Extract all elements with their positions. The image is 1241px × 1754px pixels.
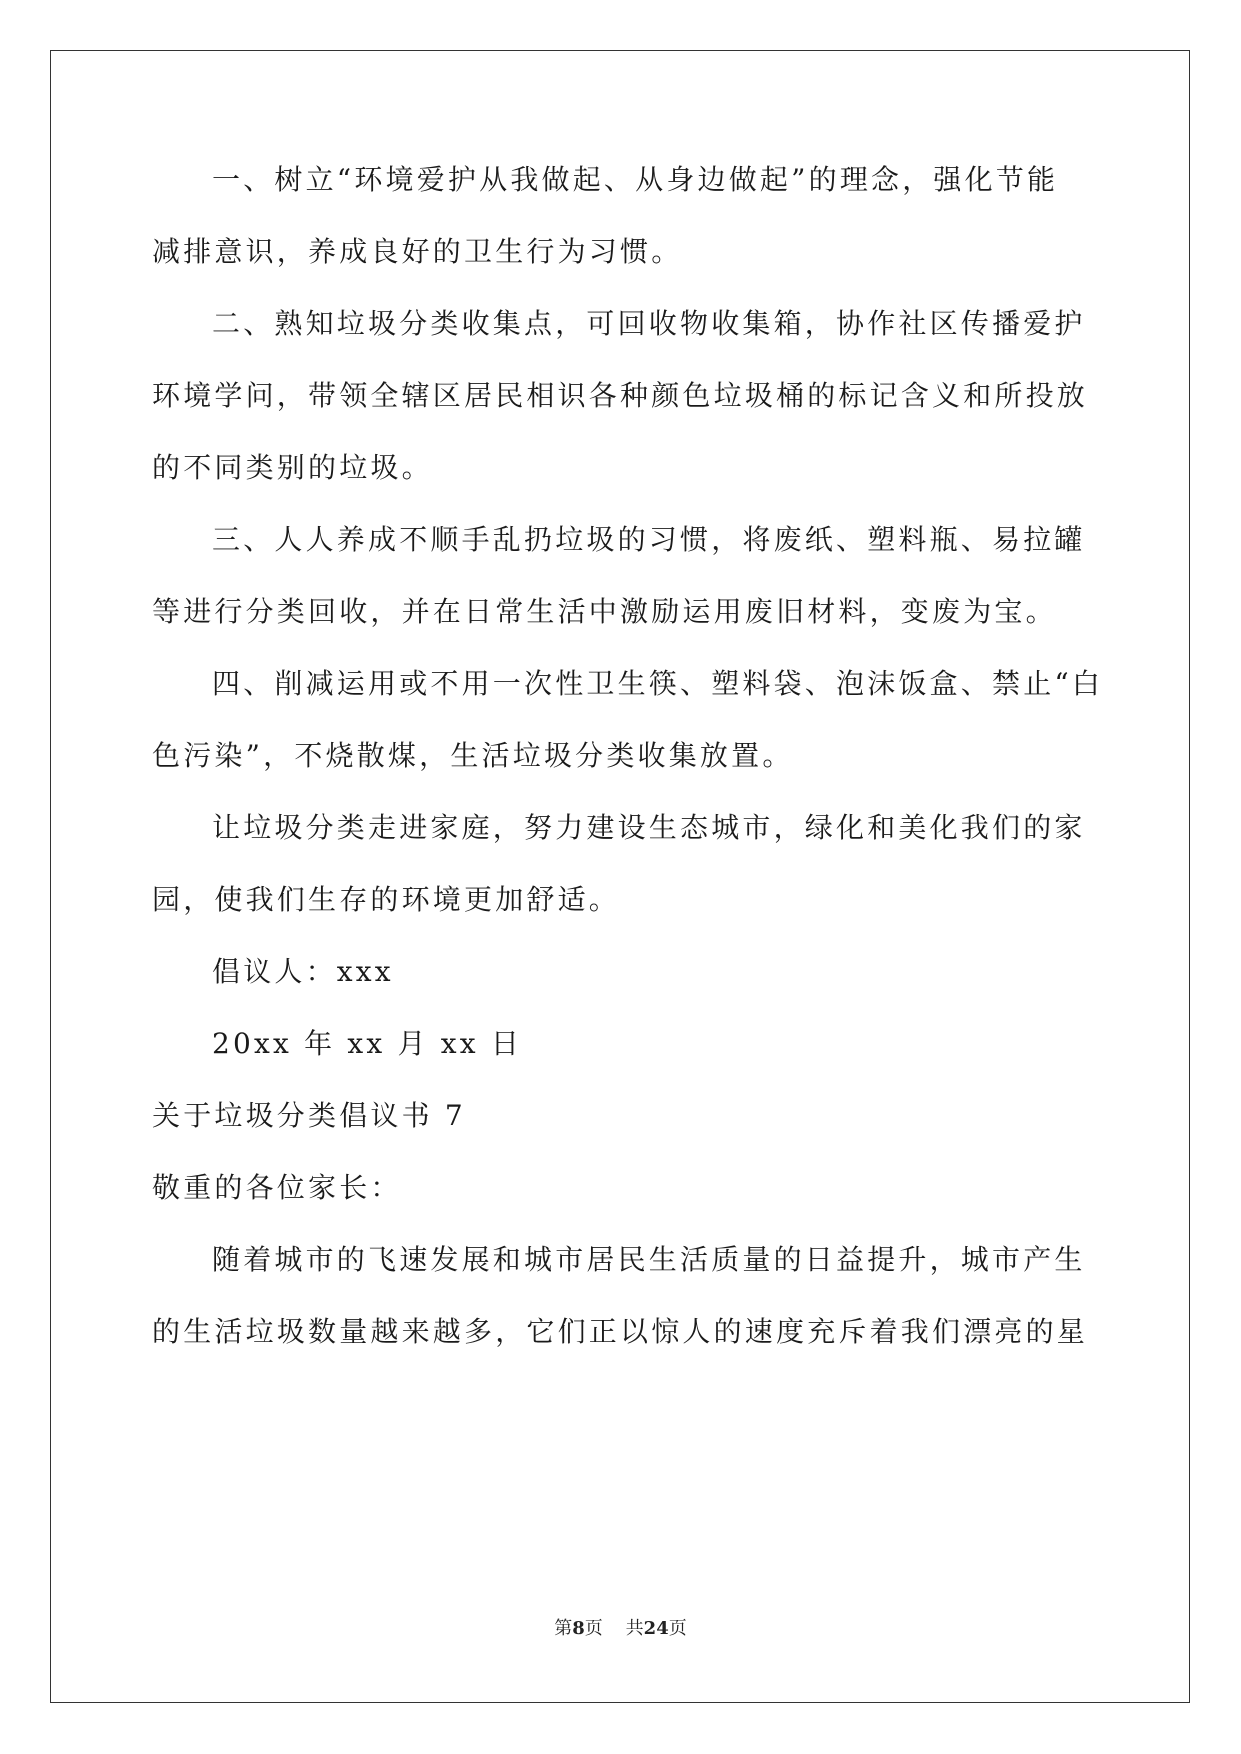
paragraph-6-line-1: 随着城市的飞速发展和城市居民生活质量的日益提升，城市产生 (212, 1243, 1086, 1276)
paragraph-3-line-1: 三、人人养成不顺手乱扔垃圾的习惯，将废纸、塑料瓶、易拉罐 (212, 523, 1086, 556)
date-line: 20xx 年 xx 月 xx 日 (212, 1027, 523, 1060)
signature-line: 倡议人：xxx (212, 955, 394, 988)
section-title: 关于垃圾分类倡议书 7 (152, 1099, 466, 1132)
paragraph-5-line-2: 园，使我们生存的环境更加舒适。 (152, 883, 621, 916)
salutation: 敬重的各位家长： (152, 1171, 402, 1204)
total-pages: 24 (643, 1618, 669, 1639)
total-suffix: 页 (668, 1618, 687, 1639)
page-border (50, 50, 1190, 1703)
paragraph-6-line-2: 的生活垃圾数量越来越多，它们正以惊人的速度充斥着我们漂亮的星 (152, 1315, 1089, 1348)
paragraph-3-line-2: 等进行分类回收，并在日常生活中激励运用废旧材料，变废为宝。 (152, 595, 1057, 628)
paragraph-2-line-3: 的不同类别的垃圾。 (152, 451, 433, 484)
page-footer (0, 1614, 1241, 1640)
paragraph-2-line-2: 环境学问，带领全辖区居民相识各种颜色垃圾桶的标记含义和所投放 (152, 379, 1089, 412)
paragraph-1-line-2: 减排意识，养成良好的卫生行为习惯。 (152, 235, 683, 268)
page-prefix: 第 (554, 1618, 573, 1639)
page-suffix: 页 (584, 1618, 603, 1639)
paragraph-5-line-1: 让垃圾分类走进家庭，努力建设生态城市，绿化和美化我们的家 (212, 811, 1086, 844)
paragraph-1-line-1: 一、树立“环境爱护从我做起、从身边做起”的理念，强化节能 (212, 163, 1059, 196)
paragraph-4-line-1: 四、削减运用或不用一次性卫生筷、塑料袋、泡沫饭盒、禁止“白 (212, 667, 1104, 700)
paragraph-4-line-2: 色污染”，不烧散煤，生活垃圾分类收集放置。 (152, 739, 794, 772)
paragraph-2-line-1: 二、熟知垃圾分类收集点，可回收物收集箱，协作社区传播爱护 (212, 307, 1086, 340)
page-number: 8 (572, 1618, 585, 1639)
total-prefix: 共 (625, 1618, 644, 1639)
